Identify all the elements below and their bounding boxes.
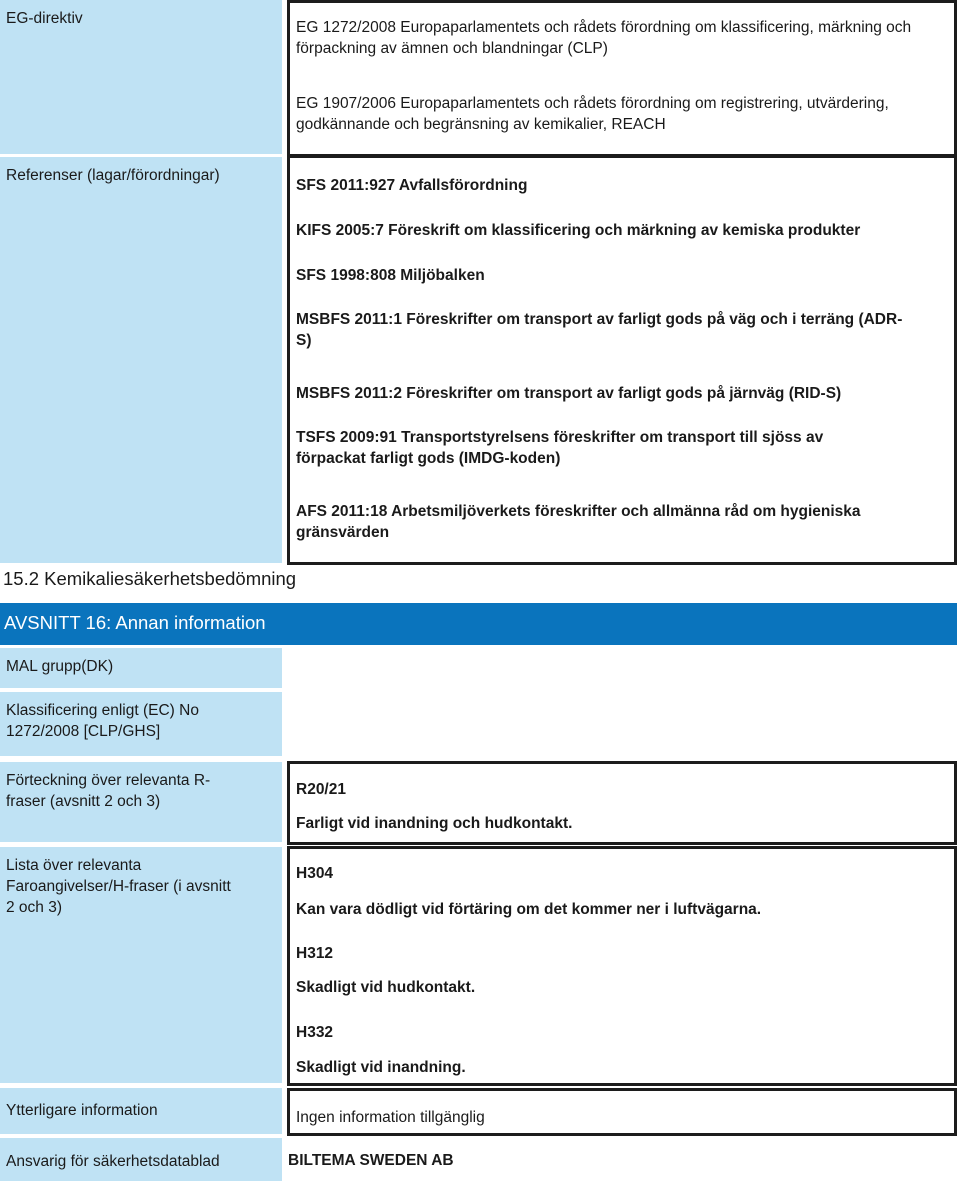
directive-reach: EG 1907/2006 Europaparlamentets och rådets förordning om registrering, utvärdering, godkännande och begränsning av kemikalier, REACH (296, 95, 889, 133)
references-values (287, 155, 957, 565)
h-phrase-text: Kan vara dödligt vid förtäring om det kommer ner i luftvägarna. (296, 901, 762, 918)
responsible-label-cell (0, 1138, 282, 1181)
h-phrase-text: Skadligt vid inandning. (296, 1059, 466, 1076)
additional-info-value-cell (287, 1088, 957, 1136)
h-phrase-text: Skadligt vid hudkontakt. (296, 979, 476, 996)
mal-group-label-cell (0, 648, 282, 688)
h-phrases-label-cell (0, 847, 282, 1083)
h-phrases-label: Lista över relevanta Faroangivelser/H-fraser (i avsnitt 2 och 3) (6, 857, 231, 916)
classification-label: Klassificering enligt (EC) No 1272/2008 [CLP/GHS] (6, 702, 199, 740)
mal-group-label: MAL grupp(DK) (6, 658, 114, 675)
additional-info-label-cell (0, 1088, 282, 1134)
reference-item: SFS 2011:927 Avfallsförordning (296, 177, 528, 194)
r-phrases-values (287, 761, 957, 845)
reference-item: MSBFS 2011:2 Föreskrifter om transport av farligt gods på järnväg (RID-S) (296, 385, 842, 402)
r-phrase-text: Farligt vid inandning och hudkontakt. (296, 815, 573, 832)
eu-directive-label: EG-direktiv (6, 10, 83, 27)
h-phrase-code: H332 (296, 1024, 334, 1041)
reference-item: SFS 1998:808 Miljöbalken (296, 267, 485, 284)
h-phrase-code: H304 (296, 865, 334, 882)
r-phrases-label-cell (0, 762, 282, 842)
reference-item: TSFS 2009:91 Transportstyrelsens föreskrifter om transport till sjöss av förpackat farligt gods (IMDG-koden) (296, 429, 824, 467)
chemical-safety-heading: 15.2 Kemikaliesäkerhetsbedömning (3, 568, 297, 589)
additional-info-value: Ingen information tillgänglig (296, 1109, 485, 1126)
eu-directive-values (287, 0, 957, 157)
references-label-cell (0, 157, 282, 563)
reference-item: MSBFS 2011:1 Föreskrifter om transport av farligt gods på väg och i terräng (ADR-S) (296, 311, 903, 349)
directive-clp: EG 1272/2008 Europaparlamentets och rådets förordning om klassificering, märkning och förpackning av ämnen och blandningar (CLP) (296, 19, 912, 57)
section-16-banner: AVSNITT 16: Annan information (0, 603, 957, 645)
h-phrase-code: H312 (296, 945, 334, 962)
responsible-value: BILTEMA SWEDEN AB (288, 1152, 454, 1169)
classification-label-cell (0, 692, 282, 756)
eu-directive-label-cell (0, 0, 282, 154)
reference-item: AFS 2011:18 Arbetsmiljöverkets föreskrifter och allmänna råd om hygieniska gränsvärden (296, 503, 861, 541)
r-phrases-label: Förteckning över relevanta R-fraser (avsnitt 2 och 3) (6, 772, 211, 810)
h-phrases-values (287, 846, 957, 1086)
references-label: Referenser (lagar/förordningar) (6, 167, 220, 184)
reference-item: KIFS 2005:7 Föreskrift om klassificering och märkning av kemiska produkter (296, 222, 861, 239)
r-phrase-code: R20/21 (296, 781, 346, 798)
additional-info-label: Ytterligare information (6, 1102, 158, 1119)
responsible-label: Ansvarig för säkerhetsdatablad (6, 1153, 220, 1170)
